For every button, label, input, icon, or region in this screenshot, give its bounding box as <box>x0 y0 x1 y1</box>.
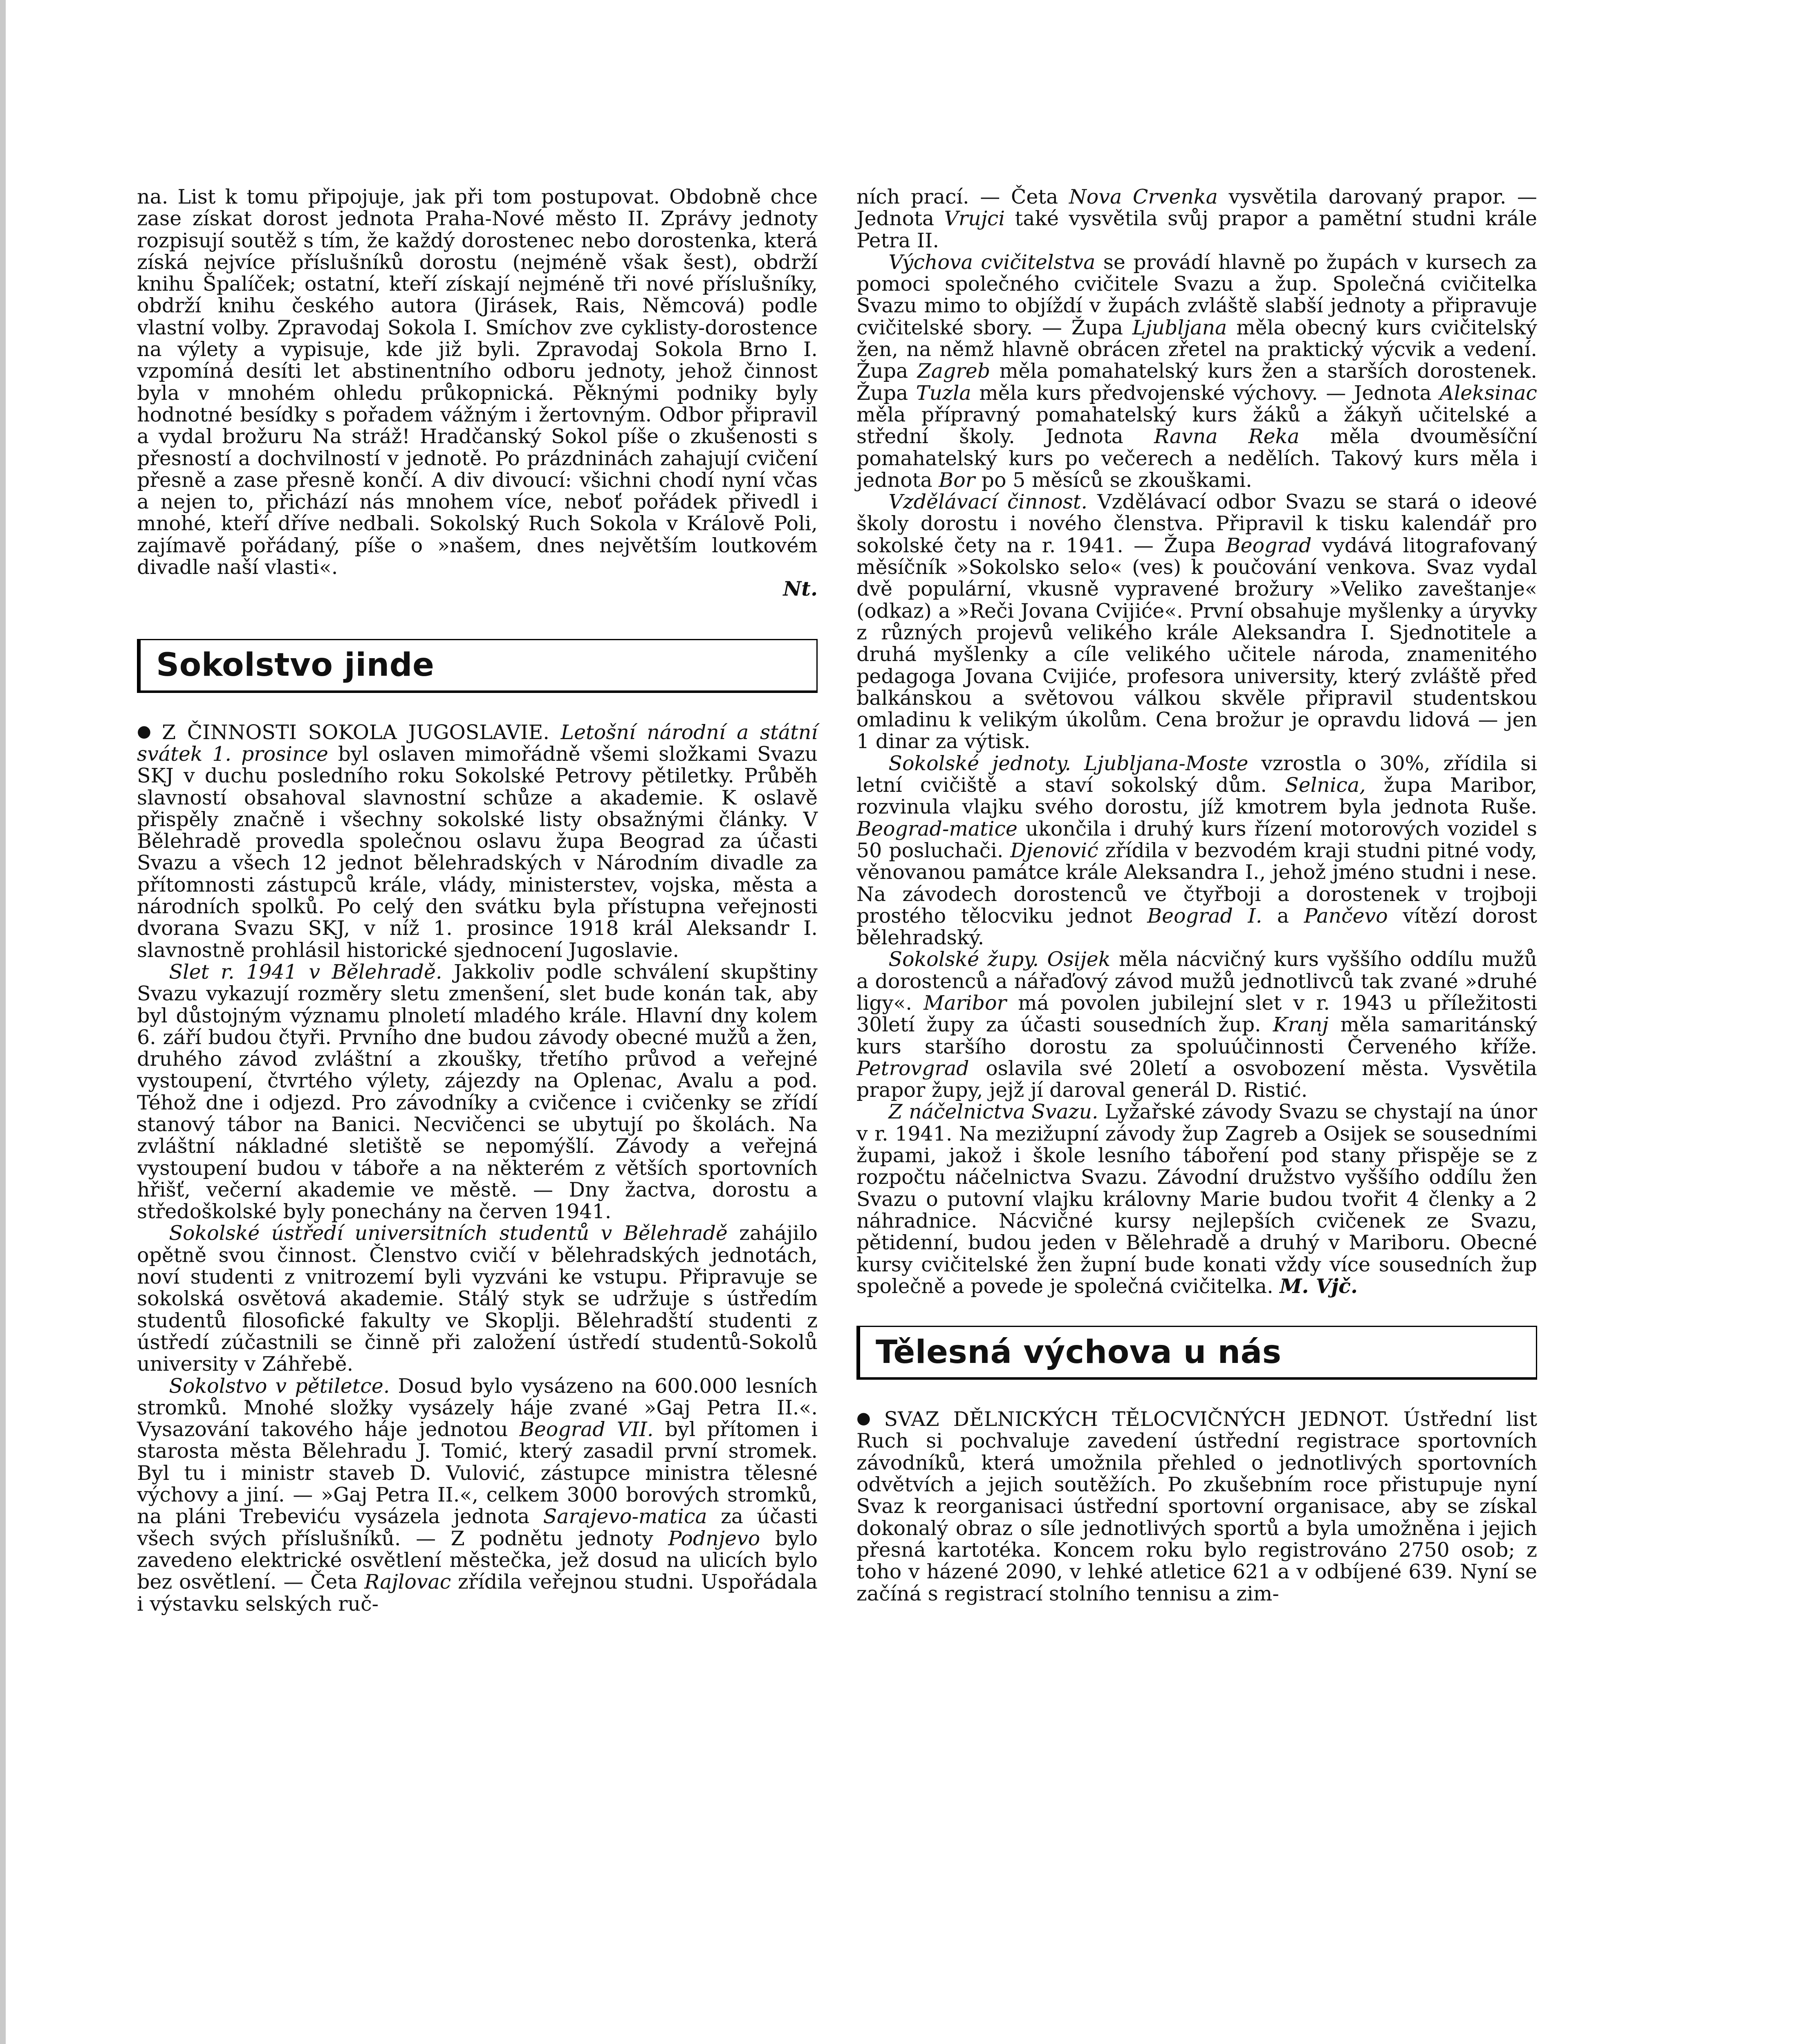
paragraph-text: zahájilo opětně svou činnost. Členstvo cvičí v bělehradských jednotách, noví studenti z vnitrozemí byli vyzváni ke vstupu. Připravuje se sokolská osvětová akademie. Stálý styk se udržuje s ústředím studentů filosofické fakulty ve Skoplji. Bělehradští studenti z ústředí zúčastnili se činně při založení ústředí studentů-Sokolů university v Záhřebě. <box>137 1221 818 1376</box>
place-name: Beograd-matice <box>856 817 1018 840</box>
left-column <box>137 186 818 1615</box>
paragraph-topic: Sokolské jednoty. Ljubljana-Moste <box>888 751 1249 775</box>
continuation-paragraph <box>856 186 1537 251</box>
article-continuation-paragraph: na. List k tomu připojuje, jak při tom postupovat. Obdobně chce zase získat dorost jednota Praha-Nové město II. Zprávy jednoty rozpisují soutěž s tím, že každý dorostenec nebo dorostenka, která získá nejvíce příslušníků dorostu (nejméně však šest), obdrží knihu Špalíček; ostatní, kteří získají nejméně tři nové příslušníky, obdrží knihu českého autora (Jirásek, Rais, Němcová) podle vlastní volby. Zpravodaj Sokola I. Smíchov zve cyklisty-dorostence na výlety a vypisuje, kde již byli. Zpravodaj Sokola Brno I. vzpomíná desíti let abstinentního odboru jednoty, jehož činnost byla v mnohém ohledu průkopnická. Pěknými podniky byly hodnotné besídky s pořadem vážným i žertovným. Odbor připravil a vydal brožuru Na stráž! Hradčanský Sokol píše o zkušenosti s přesností a dochvilností v jednotě. Po prázdninách zahajují cvičení přesně a zase přesně končí. A div divoucí: všichni chodí nyní včas a nejen to, přichází nás mnohem více, neboť pořádek přivedl i mnohé, kteří dříve nedbali. Sokolský Ruch Sokola v Králově Poli, zajímavě pořádaný, píše o »našem, dnes největším loutkovém divadle naší vlasti«. <box>137 185 818 579</box>
author-signature: M. Vjč. <box>1280 1274 1358 1298</box>
paragraph-text: Jakkoliv podle schválení skupštiny Svazu vykazují rozměry sletu zmenšení, slet bude konán tak, aby byl důstojným významu plnoletí mladého krále. Hlavní dny kolem 6. září budou čtyři. Prvního dne budou závody obecné mužů a žen, druhého závod zvláštní a zkoušky, třetího průvod a veřejné vystoupení, čtvrtého výlety, zájezdy na Oplenac, Avalu a pod. Téhož dne i odjezd. Pro závodníky a cvičence i cvičenky se zřídí stanový tábor na Banici. Necvičenci se ubytují po školách. Na zvláštní nákladné sletiště se nepomýšlí. Závody a veřejná vystoupení budou v táboře a na některém z větších sportovních hřišť, večerní akademie ve městě. — Dny žactva, dorostu a středoškolské byly ponechány na červen 1941. <box>137 960 818 1224</box>
place-name: Rajlovac <box>364 1570 451 1594</box>
bullet-icon: ● <box>856 1409 879 1428</box>
place-name: Maribor <box>924 991 1006 1015</box>
paragraph-text: a <box>1277 904 1289 928</box>
nacelnictva-paragraph <box>856 1101 1537 1297</box>
vzdelavaci-paragraph <box>856 491 1537 753</box>
paragraph-text: také vysvětila svůj prapor a pamětní studni krále Petra II. <box>856 207 1538 252</box>
paragraph-topic: Sokolské župy. Osijek <box>888 948 1111 971</box>
section-lead-paragraph <box>856 1407 1537 1605</box>
place-name: Aleksinac <box>1439 381 1537 405</box>
author-signature: Nt. <box>783 577 818 601</box>
paragraph-text: má povolen jubilejní slet v r. 1943 u příležitosti 30letí župy za účasti sousedních žup. <box>856 991 1538 1037</box>
place-name: Kranj <box>1273 1013 1329 1037</box>
paragraph-text: měla kurs předvojenské výchovy. — Jednota <box>979 381 1432 405</box>
place-name: Ljubljana <box>1132 316 1227 339</box>
slet-paragraph <box>137 961 818 1223</box>
place-name: Djenović <box>1010 838 1098 862</box>
bullet-icon: ● <box>137 722 156 741</box>
paragraph-topic: Sokolské ústředí universitních studentů v Bělehradě <box>169 1221 728 1245</box>
paragraph-text: měla přípravný pomahatelský kurs žáků a žákyň učitelské a střední školy. Jednota <box>856 403 1537 448</box>
paragraph-text: měla nácvičný kurs vyššího oddílu mužů a dorostenců a nářaďový závod mužů jednotlivců tak zvané »druhé ligy«. <box>856 948 1537 1015</box>
place-name: Bor <box>939 468 975 492</box>
place-name: Zagreb <box>917 359 991 383</box>
right-column <box>856 186 1537 1605</box>
paragraph-text: bylo zavedeno elektrické osvětlení městečka, jež dosud na ulicích bylo bez osvětlení. — Četa <box>137 1526 818 1594</box>
paragraph-text: župa Maribor, rozvinula vlajku svého dorostu, jíž kmotrem byla jednota Ruše. <box>856 773 1538 819</box>
vychova-paragraph <box>856 251 1537 491</box>
paragraph-topic: Slet r. 1941 v Bělehradě. <box>169 960 442 984</box>
place-name: Beograd <box>1226 533 1312 557</box>
place-name: Sarajevo-matica <box>543 1505 707 1529</box>
paragraph-text: Ústřední list Ruch si pochvaluje zavedení ústřední registrace sportovních závodníků, která umožnila přehled o jednotlivých sportovních odvětvích a jejich soutěžích. Po zkušebním roce přistupuje nyní Svaz k reorganisaci ústřední sportovní organisace, aby se získal dokonalý obraz o síle jednotlivých sportů a byla umožněna i jejich přesná kartotéka. Koncem roku bylo registrováno 2750 osob; z toho v házené 2090, v lehké atletice 621 a v odbíjené 639. Nyní se začíná s registrací stolního tennisu a zim- <box>856 1407 1538 1605</box>
lead-italic: Letošní národní a státní svátek 1. prosince <box>137 720 818 766</box>
place-name: Petrovgrad <box>856 1056 969 1080</box>
paragraph-topic: Z náčelnictva Svazu. <box>888 1100 1098 1124</box>
paragraph-text: Vzdělávací odbor Svazu se stará o ideové školy dorostu i nového členstva. Připravil k tisku kalendář pro sokolské čety na r. 1941. — Župa <box>856 490 1537 557</box>
place-name: Vrujci <box>944 207 1005 231</box>
paragraph-text: za účasti všech svých příslušníků. — Z podnětu jednoty <box>137 1505 818 1550</box>
paragraph-text: měla dvouměsíční pomahatelský kurs po večerech a nedělích. Takový kurs měla i jednota <box>856 425 1538 492</box>
paragraph-text: se provádí hlavně po župách v kursech za pomoci společného cvičitele Svazu a žup. Společná cvičitelka Svazu mimo to objíždí v župách zvláště slabší jednoty a připravuje cvičitelské sbory. — Župa <box>856 250 1538 339</box>
place-name: Beograd VII. <box>519 1418 654 1441</box>
zupy-paragraph <box>856 948 1537 1101</box>
paragraph-topic: Vzdělávací činnost. <box>888 490 1087 514</box>
paragraph-text: ukončila i druhý kurs řízení motorových vozidel s 50 posluchači. <box>856 817 1537 862</box>
paragraph-text: byl přítomen i starosta města Bělehradu J. Tomić, který zasadil první stromek. Byl tu i ministr staveb D. Vulović, zástupce ministra tělesné výchovy a jiní. — »Gaj Petra II.«, celkem 3000 borových stromků, na pláni Trebeviću vysázela jednota <box>137 1418 818 1529</box>
paragraph-text: měla samaritánský kurs staršího dorostu za spoluúčinnosti Červeného kříže. <box>856 1013 1538 1058</box>
paragraph-topic: Výchova cvičitelstva <box>888 250 1096 274</box>
section-lead: SVAZ DĚLNICKÝCH TĚLOCVIČNÝCH JEDNOT. <box>884 1407 1390 1431</box>
paragraph-text: měla pomahatelský kurs žen a starších dorostenek. Župa <box>856 359 1537 405</box>
paragraph-text: zřídila v bezvodém kraji studni pitné vody, věnovanou památce krále Aleksandra I., jehož jméno studni i nese. Na závodech dorostenců ve čtyřboji a dorostenek v trojboji prostého tělocviku jednot <box>856 838 1538 928</box>
place-name: Pančevo <box>1304 904 1388 928</box>
section-heading-text: Sokolstvo jinde <box>156 647 435 684</box>
university-paragraph <box>137 1222 818 1375</box>
paragraph-text: po 5 měsíců se zkouškami. <box>981 468 1252 492</box>
petiletce-paragraph <box>137 1375 818 1615</box>
paragraph-text: vítězí dorost bělehradský. <box>856 904 1537 950</box>
place-name: Beograd I. <box>1147 904 1262 928</box>
place-name: Podnjevo <box>668 1526 760 1550</box>
section-heading-telesna-vychova <box>856 1326 1537 1380</box>
paragraph-topic: Sokolstvo v pětiletce. <box>169 1374 390 1398</box>
place-name: Selnica, <box>1285 773 1366 797</box>
paragraph-text: vysvětila darovaný prapor. — Jednota <box>856 185 1538 231</box>
place-name: Nova Crvenka <box>1069 185 1218 208</box>
paragraph-text: zřídila veřejnou studni. Uspořádala i výstavku selských ruč- <box>137 1570 818 1616</box>
paragraph-text: oslavila své 20letí a osvobození města. Vysvětila prapor župy, jejž jí daroval generál D. Ristić. <box>856 1056 1537 1102</box>
paragraph-text: vydává litografovaný měsíčník »Sokolsko selo« (ves) k poučování venkova. Svaz vydal dvě populární, vkusně vypravené brožury »Veliko zaveštanje« (odkaz) a »Reči Jovana Cvijiće«. První obsahuje myšlenky a úryvky z různých projevů velikého krále Aleksandra I. Sjednotitele a druhá myšlenky a cíle velikého učitele národa, znamenitého pedagoga Jovana Cvijiće, profesora university, který zvláště před balkánskou a světovou válkou skvěle připravil studentskou omladinu k velikým úkolům. Cena brožur je opravdu lidová — jen 1 dinar za výtisk. <box>856 533 1537 753</box>
paragraph-text: byl oslaven mimořádně všemi složkami Svazu SKJ v duchu posledního roku Sokolské Petrovy pětiletky. Průběh slavností obsahoval slavnostní schůze a akademie. K oslavě přispěly značně i všechny sokolské listy obsažnými články. V Bělehradě provedla společnou oslavu župa Beograd za účasti Svazu a všech 12 jednot bělehradských v Národním divadle za přítomnosti zástupců krále, vlády, ministerstev, vojska, města a národních spolků. Po celý den svátku byla přístupna veřejnosti dvorana Svazu SKJ, v níž 1. prosince 1918 král Aleksandr I. slavnostně prohlásil historické sjednocení Jugoslavie. <box>137 742 818 962</box>
section-heading-text: Tělesná výchova u nás <box>876 1334 1282 1371</box>
paragraph-text: vzrostla o 30%, zřídila si letní cvičiště a staví sokolský dům. <box>856 751 1538 797</box>
paragraph-text: měla obecný kurs cvičitelský žen, na němž hlavně obrácen zřetel na praktický výcvik a vedení. Župa <box>856 316 1537 383</box>
place-name: Tuzla <box>916 381 971 405</box>
jednoty-paragraph <box>856 753 1537 949</box>
paragraph-text: ních prací. — Četa <box>856 185 1058 208</box>
paragraph-text: Dosud bylo vysázeno na 600.000 lesních stromků. Mnohé složky vysázely háje zvané »Gaj Petra II.«. Vysazování takového háje jednotou <box>137 1374 818 1441</box>
place-name: Ravna Reka <box>1154 425 1300 448</box>
section-lead-paragraph <box>137 721 818 961</box>
section-lead: Z ČINNOSTI SOKOLA JUGOSLAVIE. <box>161 720 549 744</box>
section-heading-sokolstvo-jinde <box>137 639 818 693</box>
paragraph-text: Lyžařské závody Svazu se chystají na únor v r. 1941. Na mezižupní závody žup Zagreb a Osijek se sousedními župami, jakož i škole lesního táboření pod stany přispěje se z rozpočtu náčelnictva Svazu. Závodní družstvo vyššího oddílu žen Svazu o putovní vlajku královny Marie budou tvořit 4 členky a 2 náhradnice. Nácvičné kursy nejlepších cvičenek ze Svazu, pětidenní, budou jeden v Bělehradě a druhý v Mariboru. Obecné kursy cvičitelské žen župní bude konati vždy více sousedních žup společně a povede je společná cvičitelka. <box>856 1100 1537 1298</box>
